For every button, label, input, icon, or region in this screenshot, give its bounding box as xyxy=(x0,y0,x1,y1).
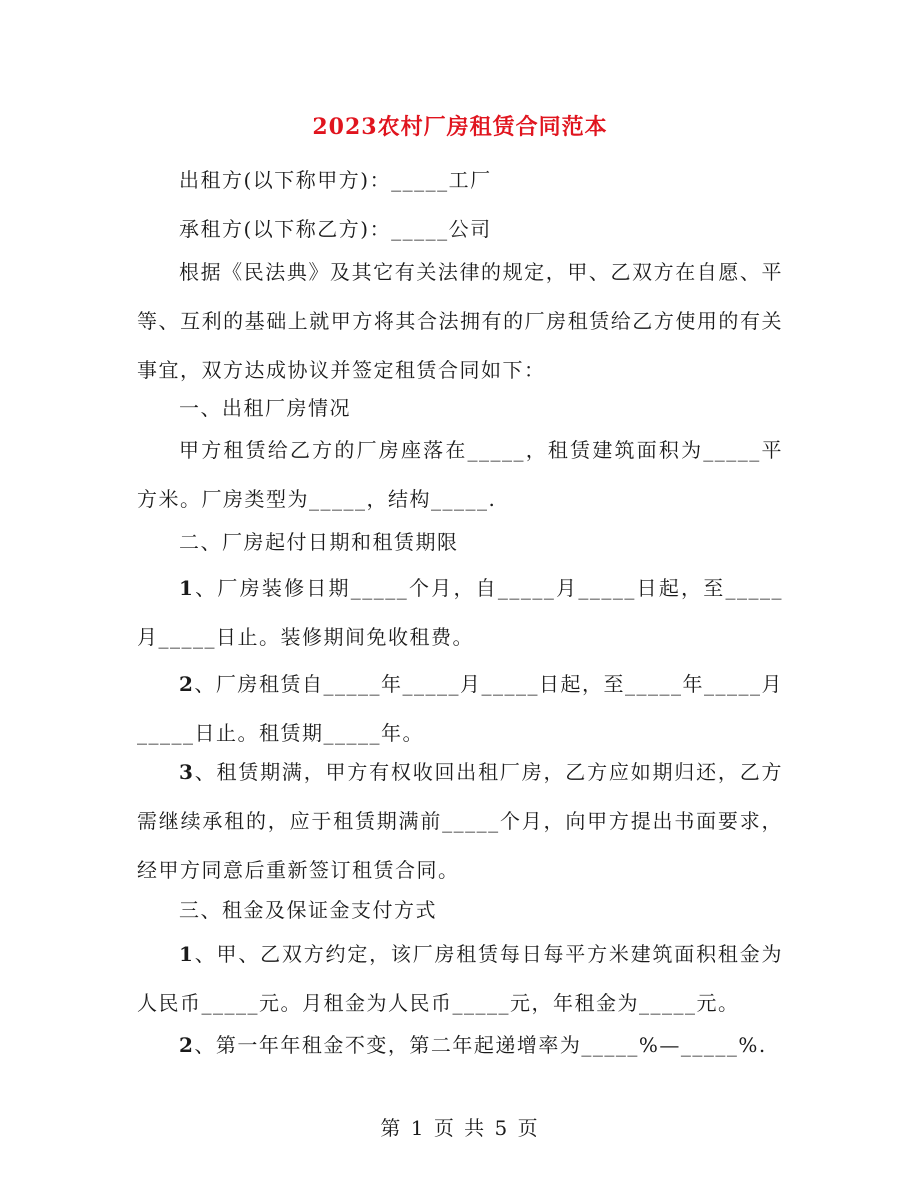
paragraph-text: 出租方(以下称甲方)：_____工厂 xyxy=(179,168,492,192)
paragraph-text: 三、租金及保证金支付方式 xyxy=(179,898,437,922)
paragraph-text: 一、出租厂房情况 xyxy=(179,396,351,420)
document-title: 2023农村厂房租赁合同范本 xyxy=(312,114,608,140)
clause-number: 1 xyxy=(179,576,195,600)
clause-number: 2 xyxy=(179,672,195,696)
paragraph-text: 、第一年年租金不变，第二年起递增率为_____%—_____%. xyxy=(194,1033,767,1057)
paragraph-text: 承租方(以下称乙方)：_____公司 xyxy=(179,217,492,241)
paragraph-text: 甲方租赁给乙方的厂房座落在_____，租赁建筑面积为_____平方米。厂房类型为_____，结构_____. xyxy=(137,438,783,511)
paragraph-text: 二、厂房起付日期和租赁期限 xyxy=(179,530,459,554)
paragraph-text: 、租赁期满，甲方有权收回出租厂房，乙方应如期归还，乙方需继续承租的，应于租赁期满前_____个月，向甲方提出书面要求，经甲方同意后重新签订租赁合同。 xyxy=(137,760,783,882)
clause-number: 3 xyxy=(179,760,195,784)
page-number-footer: 第 1 页 共 5 页 xyxy=(380,1116,540,1140)
clause-number: 2 xyxy=(179,1033,195,1057)
paragraph-text: 根据《民法典》及其它有关法律的规定，甲、乙双方在自愿、平等、互利的基础上就甲方将其合法拥有的厂房租赁给乙方使用的有关事宜，双方达成协议并签定租赁合同如下： xyxy=(137,260,783,382)
paragraph-text: 、甲、乙双方约定，该厂房租赁每日每平方米建筑面积租金为人民币_____元。月租金为人民币_____元，年租金为_____元。 xyxy=(137,942,783,1015)
paragraph-text: 、厂房租赁自_____年_____月_____日起，至_____年_____月_____日止。租赁期_____年。 xyxy=(137,672,783,745)
clause-3-1 xyxy=(137,930,783,1028)
section-heading-2 xyxy=(137,518,783,567)
clause-2-1 xyxy=(137,564,783,662)
clause-2-3 xyxy=(137,748,783,895)
paragraph-lessee xyxy=(137,205,783,254)
paragraph-text: 、厂房装修日期_____个月，自_____月_____日起，至_____月_____日止。装修期间免收租费。 xyxy=(137,576,783,649)
paragraph-lessor xyxy=(137,156,783,205)
section-heading-3 xyxy=(137,886,783,935)
paragraph-location xyxy=(137,426,783,524)
paragraph-preamble xyxy=(137,248,783,395)
clause-2-2 xyxy=(137,660,783,758)
clause-number: 1 xyxy=(179,942,195,966)
clause-3-2 xyxy=(137,1021,783,1070)
